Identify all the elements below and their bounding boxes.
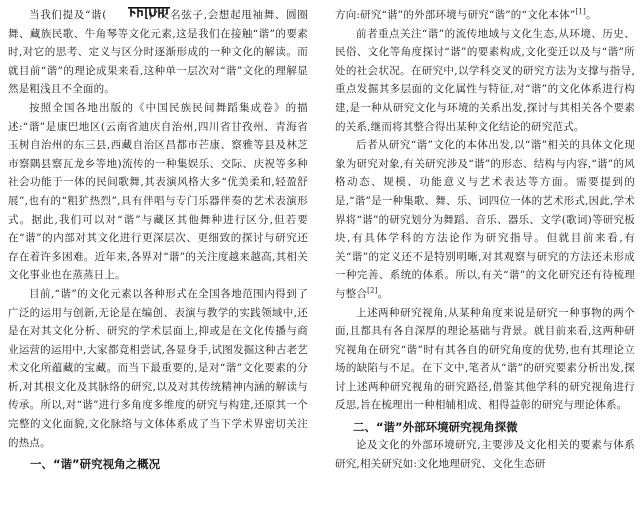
paragraph-continuation (335, 6, 635, 25)
paragraph-two-perspectives: 上述两种研究视角,从某种角度来说是研究一种事物的两个面,且都具有各自深厚的理论基础与背景。就目前来看,这两种研究视角在研究“谐”时有其各自的研究角度的优势,也有其理论立场的缺陷与不足。在下文中,笔者从“谐”的研究要素分析出发,探讨上述两种研究视角的研究路径,借鉴其他学科的研究视角进行反思,旨在梳理出一种相辅相成、相得益彰的研究与理论体系。 (335, 306, 635, 412)
paragraph-collection-description: 按照全国各地出版的《中国民族民间舞蹈集成卷》的描述:“谐”是康巴地区(云南省迪庆自治州,四川省甘孜州、青海省玉树自治州的东三县,西藏自治区昌都市芒康、察雅等县及林芝市察隅县察瓦龙乡等地)流传的一种集娱乐、交际、庆祝等多种社会功能于一体的民间歌舞,其表演风格大多“优美柔和,轻盈舒展”,也有的“粗犷热烈”,具有伴唱与专门乐器伴奏的艺术表演形式。据此,我们可以对“谐”与藏区其他舞种进行区分,但若要在“谐”的内部对其文化进行更深层次、更细致的探讨与研究还存在着许多困难。近年来,各界对“谐”的关注度越来越高,其相关文化事业也在蒸蒸日上。 (8, 101, 308, 282)
paragraph-ontology-perspective (335, 136, 635, 303)
citation-ref-1: [1] (575, 7, 586, 16)
intro-text-start: 当我们提及“谐( (29, 9, 107, 21)
paragraph-external-environment: 论及文化的外部环境研究,主要涉及文化相关的要素与体系研究,相关研究如:文化地理研究、文化生态研 (335, 439, 635, 470)
ontology-end: 。 (377, 287, 389, 300)
paragraph-current-state: 目前,“谐”的文化元素以各种形式在全国各地范围内得到了广泛的运用与创新,无论是在编创、表演与教学的实践领域中,还是在对其文化分析、研究的学术层面上,抑或是在文化传播与商业运营的运用中,大家都竞相尝试,各显身手,试图发掘这种古老艺术文化所蕴藏的宝藏。而当下最重要的,是对“谐”文化要素的分析,对其根文化及其脉络的研究,以及对其传统精神内涵的解读与传承。所以,对“谐”进行多角度多维度的研究与构建,还原其一个完整的文化面貌,文化脉络与文体体系成了当下学术界密切关注的热点。 (8, 287, 308, 449)
section-heading-2: 二、“谐”外部环境研究视角探微 (353, 420, 518, 435)
tibetan-script-image (107, 7, 149, 19)
section-heading-1: 一、“谐”研究视角之概况 (30, 457, 161, 472)
continuation-end: 。 (585, 9, 597, 21)
continuation-text: 方向:研究“谐”的外部环境与研究“谐”的“文化本体” (335, 9, 576, 21)
citation-ref-2: [2] (367, 286, 378, 295)
left-column (8, 6, 308, 473)
paragraph-external-perspective: 前者重点关注“谐”的流传地域与文化生态,从环境、历史、民俗、文化等角度探讨“谐”的要素构成,文化变迁以及与“谐”所处的社会状况。在研究中,以学科交叉的研究方法为支撑与指导,重点发掘其多层面的文化属性与特征,对“谐”的文化体系进行构建,是一种从研究文化与环境的关系出发,探讨与其相关各个要素的关系,继而将其整合得出某种文化结论的研究范式。 (335, 27, 635, 133)
ontology-text: 后者从研究“谐”文化的本体出发,以“谐”相关的具体文化现象为研究对象,有关研究涉及“谐”的形态、结构与内容,“谐”的风格动态、规模、功能意义与艺术表达等方面。需要提到的是,“谐”是一种集歌、舞、乐、词四位一体的艺术形式,因此,学术界将“谐”的研究划分为舞蹈、音乐、器乐、文学(歌词)等研究板块,有具体学科的方法论作为研究指导。但就目前来看,有关“谐”的定义还不是特别明晰,对其观察与研究的方法还未形成一种完善、系统的体系。所以,有关“谐”的文化研究还有待梳理与整合 (335, 139, 635, 300)
intro-text-end: )”又名弦子,会想起甩袖舞、圆圈舞、藏族民歌、牛角琴等文化元素,这是我们在接触“谐”的要素时,对它的思考、定义与区分时逐渐形成的一种文化的解读。而就目前“谐”的理论成果来看,这种单一层次对“谐”文化的理解显然是粗浅且不全面的。 (8, 9, 308, 96)
right-column (335, 6, 635, 473)
paragraph-intro (8, 6, 308, 99)
